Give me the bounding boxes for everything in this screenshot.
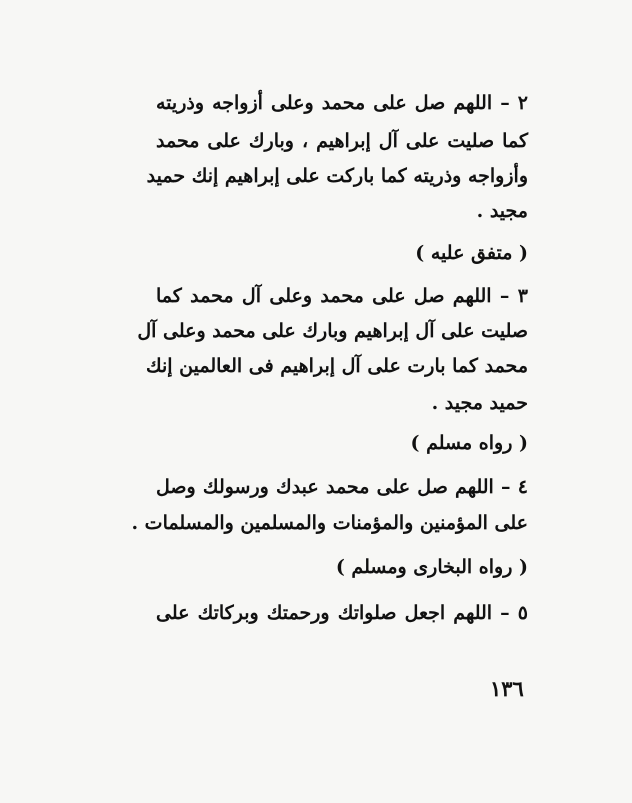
entry-3-line-1: ٣ – اللهم صل على محمد وعلى آل محمد كما [156,285,528,307]
entry-2-line-1: ٢ – اللهم صل على محمد وعلى أزواجه وذريته [156,92,528,114]
page-number: ١٣٦ [490,676,524,701]
entry-4-line-2: على المؤمنين والمؤمنات والمسلمين والمسلمات . [131,512,528,534]
entry-2-line-4: مجيد . [476,200,528,222]
entry-3-line-4: حميد مجيد . [431,392,528,414]
entry-4-source: ( رواه البخارى ومسلم ) [335,556,528,578]
entry-2-line-2: كما صليت على آل إبراهيم ، وبارك على محمد [156,130,528,152]
entry-3-line-3: محمد كما بارت على آل إبراهيم فى العالمين إنك [145,355,528,377]
entry-5-line-1: ٥ – اللهم اجعل صلواتك ورحمتك وبركاتك على [156,602,528,624]
entry-3-source: ( رواه مسلم ) [410,432,528,454]
entry-3-line-2: صليت على آل إبراهيم وبارك على محمد وعلى آل [137,320,528,342]
entry-4-line-1: ٤ – اللهم صل على محمد عبدك ورسولك وصل [156,476,528,498]
entry-2-source: ( متفق عليه ) [415,242,528,264]
entry-2-line-3: وأزواجه وذريته كما باركت على إبراهيم إنك حميد [146,165,528,187]
